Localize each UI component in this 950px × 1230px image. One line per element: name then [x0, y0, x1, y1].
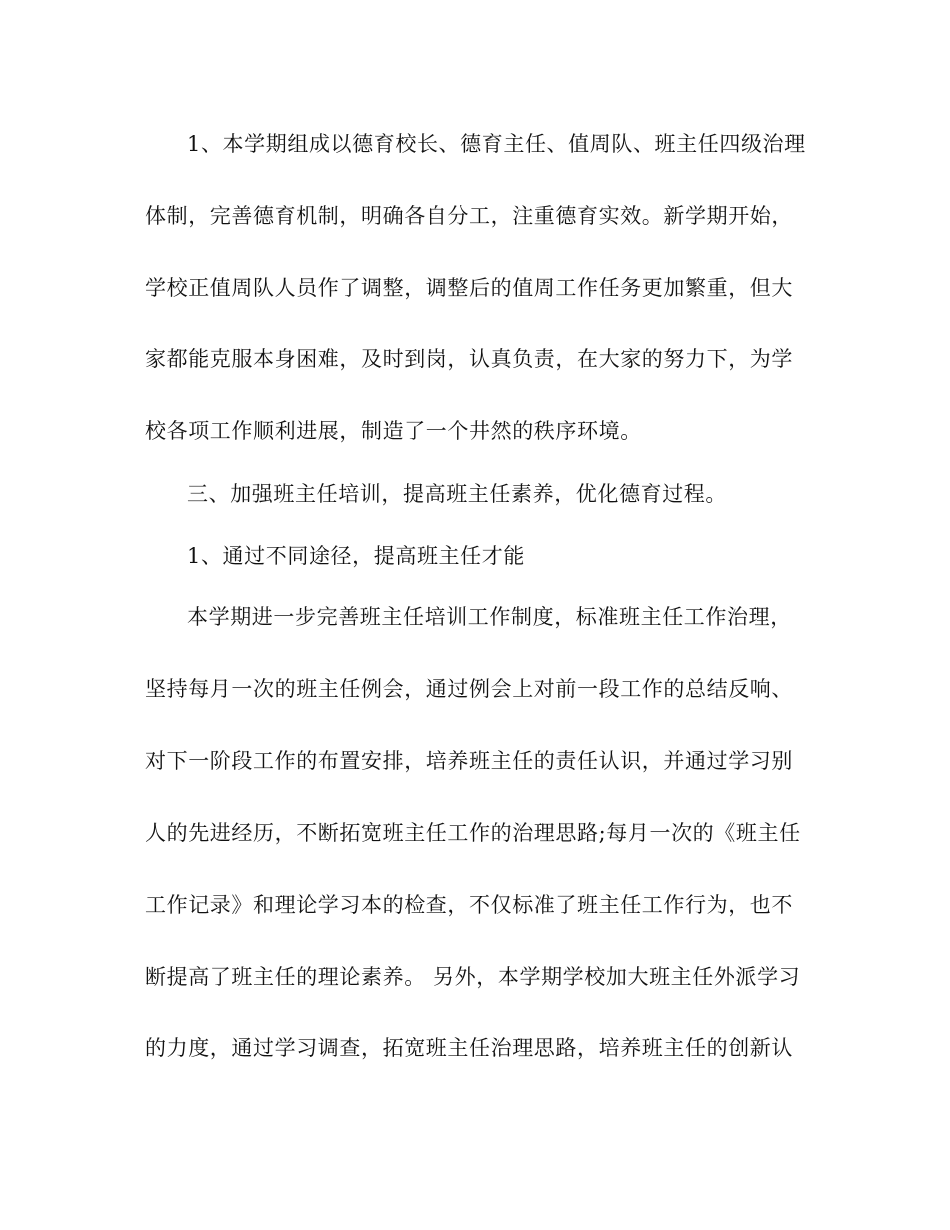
text-line: 坚持每月一次的班主任例会，通过例会上对前一段工作的总结反响、: [145, 677, 793, 701]
text-line: 的力度，通过学习调查，拓宽班主任治理思路，培养班主任的创新认: [145, 1036, 793, 1060]
text-line: 家都能克服本身困难，及时到岗，认真负责，在大家的努力下，为学: [145, 347, 793, 371]
text-line: 1、本学期组成以德育校长、德育主任、值周队、班主任四级治理: [187, 132, 806, 156]
text-line: 断提高了班主任的理论素养。 另外，本学期学校加大班主任外派学习: [145, 965, 801, 989]
text-line: 学校正值周队人员作了调整，调整后的值周工作任务更加繁重，但大: [145, 276, 793, 300]
text-line: 对下一阶段工作的布置安排，培养班主任的责任认识，并通过学习别: [145, 749, 793, 773]
text-line: 本学期进一步完善班主任培训工作制度，标准班主任工作治理，: [187, 605, 792, 629]
section-heading: 三、加强班主任培训，提高班主任素养，优化德育过程。: [187, 482, 727, 506]
text-line: 校各项工作顺利进展，制造了一个井然的秩序环境。: [145, 419, 642, 443]
text-line: 体制，完善德育机制，明确各自分工，注重德育实效。新学期开始，: [145, 204, 793, 228]
text-line: 人的先进经历，不断拓宽班主任工作的治理思路;每月一次的《班主任: [145, 821, 801, 845]
text-line: 工作记录》和理论学习本的检查，不仅标准了班主任工作行为，也不: [145, 893, 793, 917]
subsection-heading: 1、通过不同途径，提高班主任才能: [187, 544, 525, 568]
